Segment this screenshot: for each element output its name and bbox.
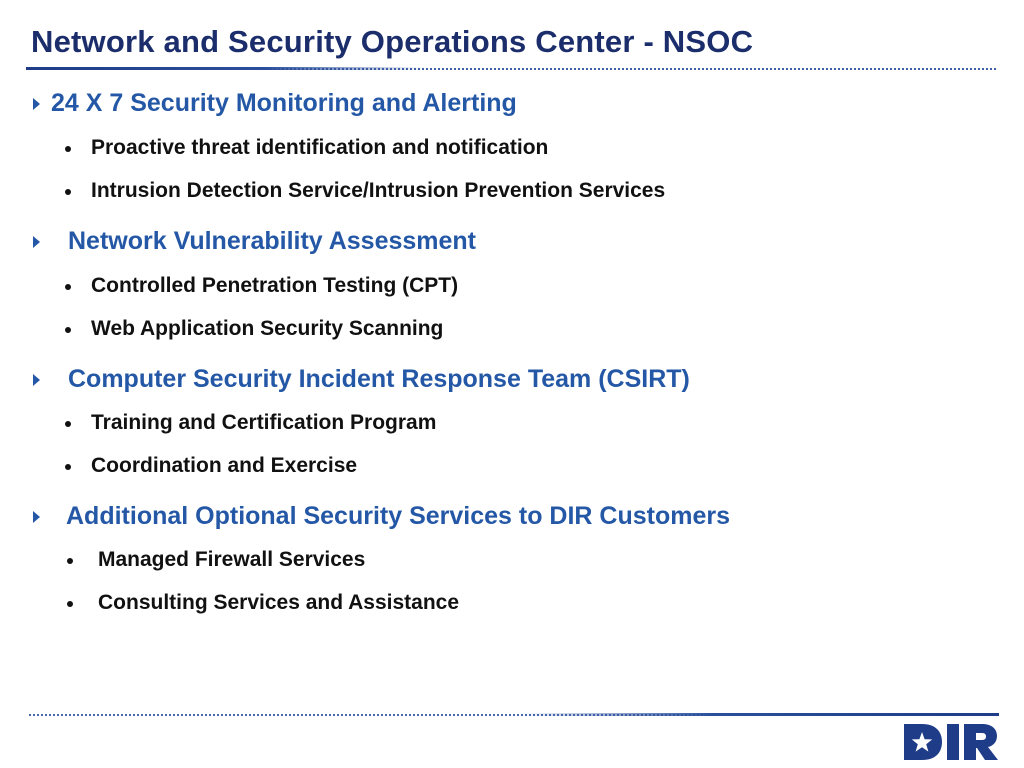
section-arrow-icon [33, 511, 40, 523]
section-item: Coordination and Exercise [91, 454, 358, 477]
section-heading: Additional Optional Security Services to DIR Customers [66, 502, 731, 530]
section-item: Training and Certification Program [91, 411, 437, 434]
section-arrow-icon [33, 236, 40, 248]
bullet-dot-icon [67, 601, 73, 607]
section-item: Managed Firewall Services [98, 548, 366, 571]
section-item: Web Application Security Scanning [91, 317, 444, 340]
section-heading: 24 X 7 Security Monitoring and Alerting [51, 89, 517, 117]
bullet-dot-icon [65, 284, 71, 290]
footer-divider [29, 713, 999, 717]
bullet-dot-icon [67, 558, 73, 564]
bullet-dot-icon [65, 464, 71, 470]
section-item: Controlled Penetration Testing (CPT) [91, 274, 459, 297]
footer-divider-solid [519, 713, 999, 716]
section-item: Consulting Services and Assistance [98, 591, 460, 614]
logo-letter-i [947, 724, 959, 760]
bullet-dot-icon [65, 421, 71, 427]
bullet-dot-icon [65, 146, 71, 152]
section-item: Intrusion Detection Service/Intrusion Prevention Services [91, 179, 666, 202]
bullet-dot-icon [65, 327, 71, 333]
slide-title: Network and Security Operations Center - NSOC [31, 24, 754, 59]
section-arrow-icon [33, 374, 40, 386]
section-heading: Network Vulnerability Assessment [68, 227, 477, 255]
bullet-dot-icon [65, 189, 71, 195]
section-heading: Computer Security Incident Response Team (CSIRT) [68, 365, 690, 393]
section-item: Proactive threat identification and notification [91, 136, 549, 159]
logo-letter-r [964, 724, 998, 760]
dir-logo [902, 722, 1000, 762]
section-arrow-icon [33, 98, 40, 110]
